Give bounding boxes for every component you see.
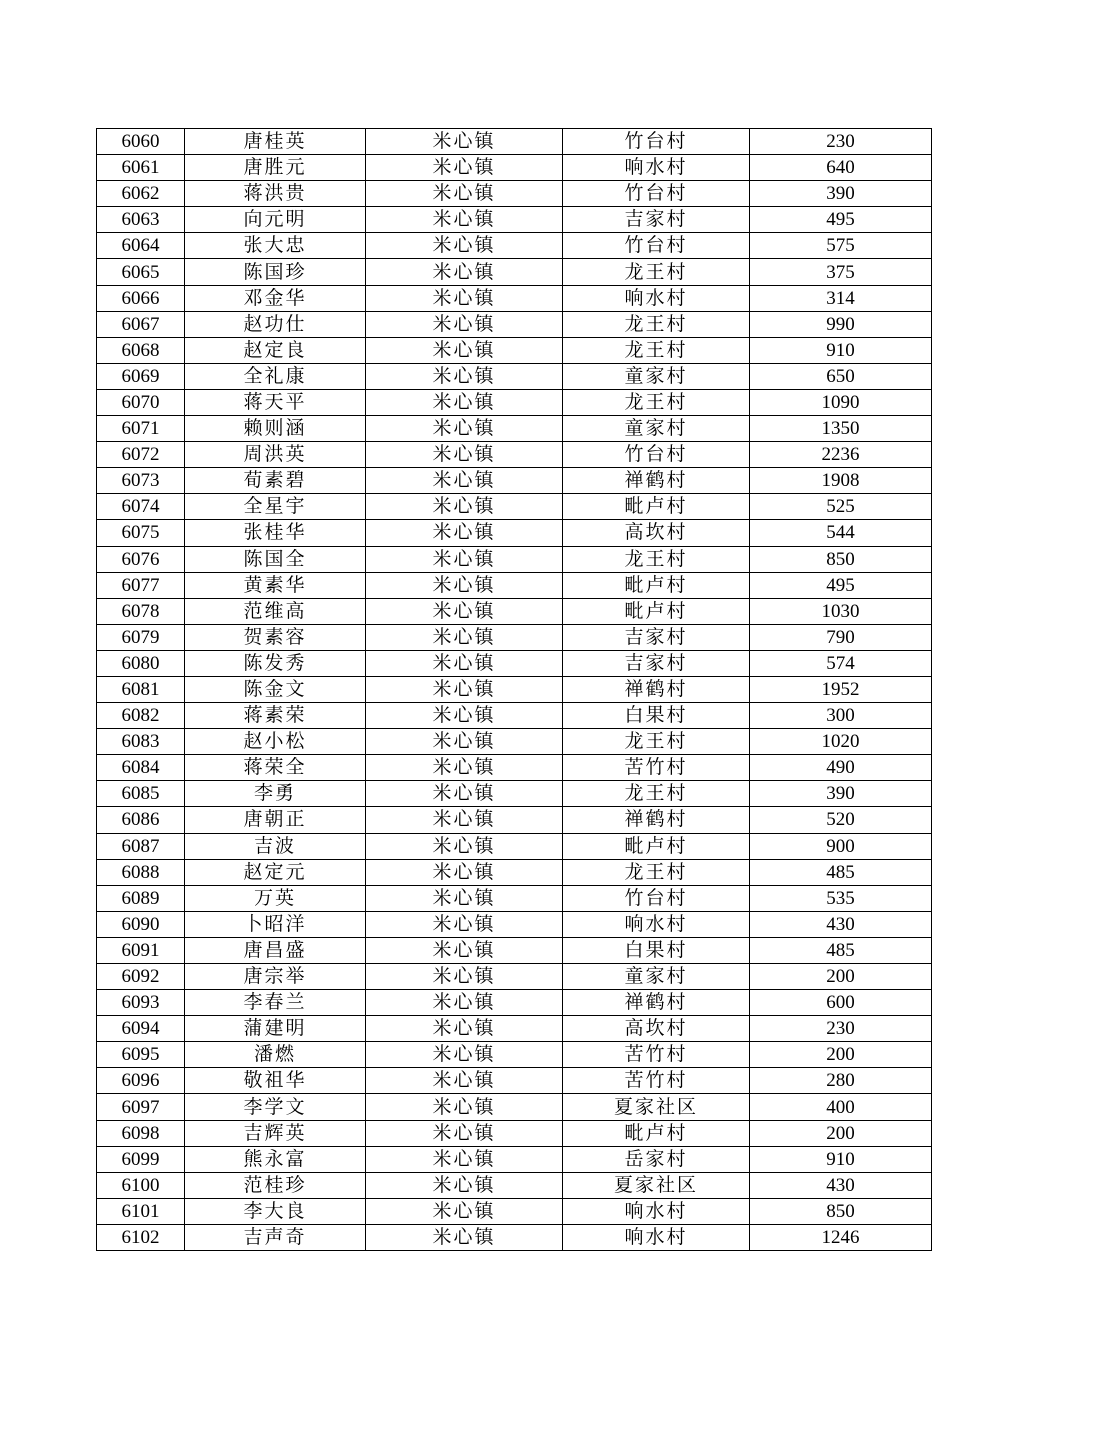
amount-cell: 495 [750, 572, 932, 598]
table-row [97, 911, 932, 937]
town-cell: 米心镇 [366, 494, 563, 520]
name-cell: 潘燃 [185, 1042, 366, 1068]
name-cell: 敬祖华 [185, 1068, 366, 1094]
table-row [97, 1120, 932, 1146]
village-cell: 吉家村 [563, 624, 750, 650]
village-cell: 毗卢村 [563, 833, 750, 859]
table-row [97, 1016, 932, 1042]
town-cell: 米心镇 [366, 964, 563, 990]
row-number-cell: 6074 [97, 494, 185, 520]
village-cell: 龙王村 [563, 546, 750, 572]
table-row [97, 1172, 932, 1198]
village-cell: 白果村 [563, 703, 750, 729]
row-number-cell: 6098 [97, 1120, 185, 1146]
town-cell: 米心镇 [366, 442, 563, 468]
row-number-cell: 6079 [97, 624, 185, 650]
name-cell: 赖则涵 [185, 416, 366, 442]
village-cell: 毗卢村 [563, 572, 750, 598]
name-cell: 赵定良 [185, 337, 366, 363]
table-row [97, 416, 932, 442]
name-cell: 范桂珍 [185, 1172, 366, 1198]
name-cell: 熊永富 [185, 1146, 366, 1172]
town-cell: 米心镇 [366, 1146, 563, 1172]
town-cell: 米心镇 [366, 468, 563, 494]
table-row [97, 1068, 932, 1094]
name-cell: 赵功仕 [185, 311, 366, 337]
name-cell: 唐朝正 [185, 807, 366, 833]
name-cell: 李大良 [185, 1198, 366, 1224]
town-cell: 米心镇 [366, 1094, 563, 1120]
amount-cell: 485 [750, 937, 932, 963]
village-cell: 吉家村 [563, 650, 750, 676]
town-cell: 米心镇 [366, 181, 563, 207]
name-cell: 张大忠 [185, 233, 366, 259]
village-cell: 童家村 [563, 964, 750, 990]
town-cell: 米心镇 [366, 624, 563, 650]
table-row [97, 259, 932, 285]
amount-cell: 535 [750, 885, 932, 911]
row-number-cell: 6063 [97, 207, 185, 233]
table-row [97, 363, 932, 389]
amount-cell: 430 [750, 1172, 932, 1198]
row-number-cell: 6081 [97, 676, 185, 702]
town-cell: 米心镇 [366, 729, 563, 755]
table-row [97, 546, 932, 572]
name-cell: 向元明 [185, 207, 366, 233]
town-cell: 米心镇 [366, 363, 563, 389]
row-number-cell: 6083 [97, 729, 185, 755]
amount-cell: 850 [750, 1198, 932, 1224]
amount-cell: 1908 [750, 468, 932, 494]
row-number-cell: 6094 [97, 1016, 185, 1042]
village-cell: 苦竹村 [563, 1042, 750, 1068]
amount-cell: 1020 [750, 729, 932, 755]
row-number-cell: 6072 [97, 442, 185, 468]
name-cell: 唐桂英 [185, 129, 366, 155]
table-row [97, 937, 932, 963]
village-cell: 吉家村 [563, 207, 750, 233]
amount-cell: 200 [750, 1120, 932, 1146]
name-cell: 贺素容 [185, 624, 366, 650]
town-cell: 米心镇 [366, 389, 563, 415]
amount-cell: 485 [750, 859, 932, 885]
name-cell: 吉波 [185, 833, 366, 859]
amount-cell: 390 [750, 781, 932, 807]
table-row [97, 181, 932, 207]
name-cell: 邓金华 [185, 285, 366, 311]
name-cell: 蒲建明 [185, 1016, 366, 1042]
village-cell: 竹台村 [563, 442, 750, 468]
town-cell: 米心镇 [366, 207, 563, 233]
town-cell: 米心镇 [366, 129, 563, 155]
name-cell: 黄素华 [185, 572, 366, 598]
amount-cell: 1090 [750, 389, 932, 415]
row-number-cell: 6087 [97, 833, 185, 859]
village-cell: 童家村 [563, 363, 750, 389]
table-row [97, 1094, 932, 1120]
village-cell: 毗卢村 [563, 598, 750, 624]
name-cell: 陈发秀 [185, 650, 366, 676]
amount-cell: 910 [750, 337, 932, 363]
row-number-cell: 6070 [97, 389, 185, 415]
row-number-cell: 6077 [97, 572, 185, 598]
name-cell: 李春兰 [185, 990, 366, 1016]
table-row [97, 833, 932, 859]
row-number-cell: 6073 [97, 468, 185, 494]
table-row [97, 624, 932, 650]
village-cell: 响水村 [563, 1198, 750, 1224]
amount-cell: 280 [750, 1068, 932, 1094]
town-cell: 米心镇 [366, 598, 563, 624]
village-cell: 竹台村 [563, 181, 750, 207]
amount-cell: 495 [750, 207, 932, 233]
row-number-cell: 6089 [97, 885, 185, 911]
amount-cell: 390 [750, 181, 932, 207]
row-number-cell: 6092 [97, 964, 185, 990]
village-cell: 夏家社区 [563, 1172, 750, 1198]
village-cell: 龙王村 [563, 311, 750, 337]
town-cell: 米心镇 [366, 311, 563, 337]
row-number-cell: 6082 [97, 703, 185, 729]
amount-cell: 200 [750, 1042, 932, 1068]
table-row [97, 1042, 932, 1068]
amount-cell: 2236 [750, 442, 932, 468]
village-cell: 竹台村 [563, 233, 750, 259]
amount-cell: 1350 [750, 416, 932, 442]
amount-cell: 544 [750, 520, 932, 546]
amount-cell: 490 [750, 755, 932, 781]
row-number-cell: 6085 [97, 781, 185, 807]
name-cell: 荀素碧 [185, 468, 366, 494]
village-cell: 禅鹤村 [563, 468, 750, 494]
name-cell: 卜昭洋 [185, 911, 366, 937]
row-number-cell: 6097 [97, 1094, 185, 1120]
row-number-cell: 6064 [97, 233, 185, 259]
name-cell: 李学文 [185, 1094, 366, 1120]
town-cell: 米心镇 [366, 572, 563, 598]
name-cell: 赵定元 [185, 859, 366, 885]
table-row [97, 807, 932, 833]
table-row [97, 650, 932, 676]
table-row [97, 468, 932, 494]
village-cell: 响水村 [563, 911, 750, 937]
village-cell: 龙王村 [563, 389, 750, 415]
village-cell: 龙王村 [563, 859, 750, 885]
row-number-cell: 6088 [97, 859, 185, 885]
name-cell: 唐昌盛 [185, 937, 366, 963]
row-number-cell: 6067 [97, 311, 185, 337]
town-cell: 米心镇 [366, 259, 563, 285]
village-cell: 苦竹村 [563, 755, 750, 781]
table-row [97, 520, 932, 546]
town-cell: 米心镇 [366, 285, 563, 311]
amount-cell: 375 [750, 259, 932, 285]
table-row [97, 494, 932, 520]
name-cell: 蒋素荣 [185, 703, 366, 729]
name-cell: 蒋天平 [185, 389, 366, 415]
row-number-cell: 6078 [97, 598, 185, 624]
town-cell: 米心镇 [366, 337, 563, 363]
town-cell: 米心镇 [366, 1068, 563, 1094]
table-row [97, 755, 932, 781]
amount-cell: 200 [750, 964, 932, 990]
name-cell: 唐宗举 [185, 964, 366, 990]
town-cell: 米心镇 [366, 233, 563, 259]
amount-cell: 650 [750, 363, 932, 389]
amount-cell: 314 [750, 285, 932, 311]
row-number-cell: 6095 [97, 1042, 185, 1068]
row-number-cell: 6080 [97, 650, 185, 676]
table-row [97, 990, 932, 1016]
table-row [97, 285, 932, 311]
row-number-cell: 6091 [97, 937, 185, 963]
village-cell: 响水村 [563, 155, 750, 181]
amount-cell: 640 [750, 155, 932, 181]
village-cell: 高坎村 [563, 520, 750, 546]
table-row [97, 207, 932, 233]
amount-cell: 910 [750, 1146, 932, 1172]
row-number-cell: 6068 [97, 337, 185, 363]
name-cell: 蒋荣全 [185, 755, 366, 781]
village-cell: 竹台村 [563, 129, 750, 155]
row-number-cell: 6075 [97, 520, 185, 546]
town-cell: 米心镇 [366, 755, 563, 781]
town-cell: 米心镇 [366, 416, 563, 442]
name-cell: 李勇 [185, 781, 366, 807]
table-row [97, 1224, 932, 1250]
row-number-cell: 6065 [97, 259, 185, 285]
row-number-cell: 6062 [97, 181, 185, 207]
row-number-cell: 6061 [97, 155, 185, 181]
table-row [97, 389, 932, 415]
town-cell: 米心镇 [366, 650, 563, 676]
town-cell: 米心镇 [366, 833, 563, 859]
village-cell: 童家村 [563, 416, 750, 442]
table-row [97, 155, 932, 181]
village-cell: 禅鹤村 [563, 807, 750, 833]
village-cell: 响水村 [563, 1224, 750, 1250]
town-cell: 米心镇 [366, 1016, 563, 1042]
table-row [97, 729, 932, 755]
name-cell: 吉声奇 [185, 1224, 366, 1250]
village-cell: 龙王村 [563, 781, 750, 807]
name-cell: 全礼康 [185, 363, 366, 389]
name-cell: 蒋洪贵 [185, 181, 366, 207]
row-number-cell: 6102 [97, 1224, 185, 1250]
town-cell: 米心镇 [366, 1198, 563, 1224]
amount-cell: 300 [750, 703, 932, 729]
row-number-cell: 6060 [97, 129, 185, 155]
town-cell: 米心镇 [366, 546, 563, 572]
name-cell: 陈金文 [185, 676, 366, 702]
amount-cell: 850 [750, 546, 932, 572]
table-row [97, 703, 932, 729]
table-body [97, 129, 932, 1251]
amount-cell: 525 [750, 494, 932, 520]
town-cell: 米心镇 [366, 990, 563, 1016]
village-cell: 禅鹤村 [563, 676, 750, 702]
amount-cell: 1030 [750, 598, 932, 624]
village-cell: 禅鹤村 [563, 990, 750, 1016]
table-row [97, 572, 932, 598]
row-number-cell: 6096 [97, 1068, 185, 1094]
town-cell: 米心镇 [366, 885, 563, 911]
village-cell: 毗卢村 [563, 1120, 750, 1146]
town-cell: 米心镇 [366, 1042, 563, 1068]
row-number-cell: 6099 [97, 1146, 185, 1172]
amount-cell: 520 [750, 807, 932, 833]
name-cell: 唐胜元 [185, 155, 366, 181]
town-cell: 米心镇 [366, 1172, 563, 1198]
name-cell: 吉辉英 [185, 1120, 366, 1146]
row-number-cell: 6090 [97, 911, 185, 937]
name-cell: 周洪英 [185, 442, 366, 468]
name-cell: 陈国珍 [185, 259, 366, 285]
town-cell: 米心镇 [366, 807, 563, 833]
town-cell: 米心镇 [366, 1120, 563, 1146]
name-cell: 张桂华 [185, 520, 366, 546]
table-row [97, 964, 932, 990]
name-cell: 万英 [185, 885, 366, 911]
data-table [96, 128, 932, 1251]
row-number-cell: 6084 [97, 755, 185, 781]
row-number-cell: 6069 [97, 363, 185, 389]
table-row [97, 1198, 932, 1224]
town-cell: 米心镇 [366, 781, 563, 807]
village-cell: 响水村 [563, 285, 750, 311]
table-row [97, 1146, 932, 1172]
table-row [97, 885, 932, 911]
name-cell: 范维高 [185, 598, 366, 624]
row-number-cell: 6066 [97, 285, 185, 311]
row-number-cell: 6071 [97, 416, 185, 442]
table-row [97, 337, 932, 363]
table-row [97, 233, 932, 259]
village-cell: 龙王村 [563, 337, 750, 363]
amount-cell: 430 [750, 911, 932, 937]
row-number-cell: 6086 [97, 807, 185, 833]
table-row [97, 859, 932, 885]
amount-cell: 790 [750, 624, 932, 650]
village-cell: 苦竹村 [563, 1068, 750, 1094]
village-cell: 白果村 [563, 937, 750, 963]
village-cell: 龙王村 [563, 259, 750, 285]
town-cell: 米心镇 [366, 859, 563, 885]
row-number-cell: 6093 [97, 990, 185, 1016]
village-cell: 龙王村 [563, 729, 750, 755]
amount-cell: 400 [750, 1094, 932, 1120]
town-cell: 米心镇 [366, 520, 563, 546]
town-cell: 米心镇 [366, 1224, 563, 1250]
village-cell: 岳家村 [563, 1146, 750, 1172]
village-cell: 竹台村 [563, 885, 750, 911]
town-cell: 米心镇 [366, 703, 563, 729]
amount-cell: 600 [750, 990, 932, 1016]
row-number-cell: 6076 [97, 546, 185, 572]
table-row [97, 129, 932, 155]
amount-cell: 900 [750, 833, 932, 859]
row-number-cell: 6101 [97, 1198, 185, 1224]
amount-cell: 574 [750, 650, 932, 676]
row-number-cell: 6100 [97, 1172, 185, 1198]
amount-cell: 990 [750, 311, 932, 337]
table-row [97, 781, 932, 807]
village-cell: 毗卢村 [563, 494, 750, 520]
name-cell: 赵小松 [185, 729, 366, 755]
amount-cell: 1952 [750, 676, 932, 702]
table-row [97, 598, 932, 624]
amount-cell: 230 [750, 1016, 932, 1042]
town-cell: 米心镇 [366, 937, 563, 963]
town-cell: 米心镇 [366, 911, 563, 937]
amount-cell: 230 [750, 129, 932, 155]
table-row [97, 676, 932, 702]
village-cell: 高坎村 [563, 1016, 750, 1042]
town-cell: 米心镇 [366, 155, 563, 181]
table-row [97, 442, 932, 468]
amount-cell: 1246 [750, 1224, 932, 1250]
town-cell: 米心镇 [366, 676, 563, 702]
amount-cell: 575 [750, 233, 932, 259]
name-cell: 全星宇 [185, 494, 366, 520]
table-row [97, 311, 932, 337]
name-cell: 陈国全 [185, 546, 366, 572]
village-cell: 夏家社区 [563, 1094, 750, 1120]
